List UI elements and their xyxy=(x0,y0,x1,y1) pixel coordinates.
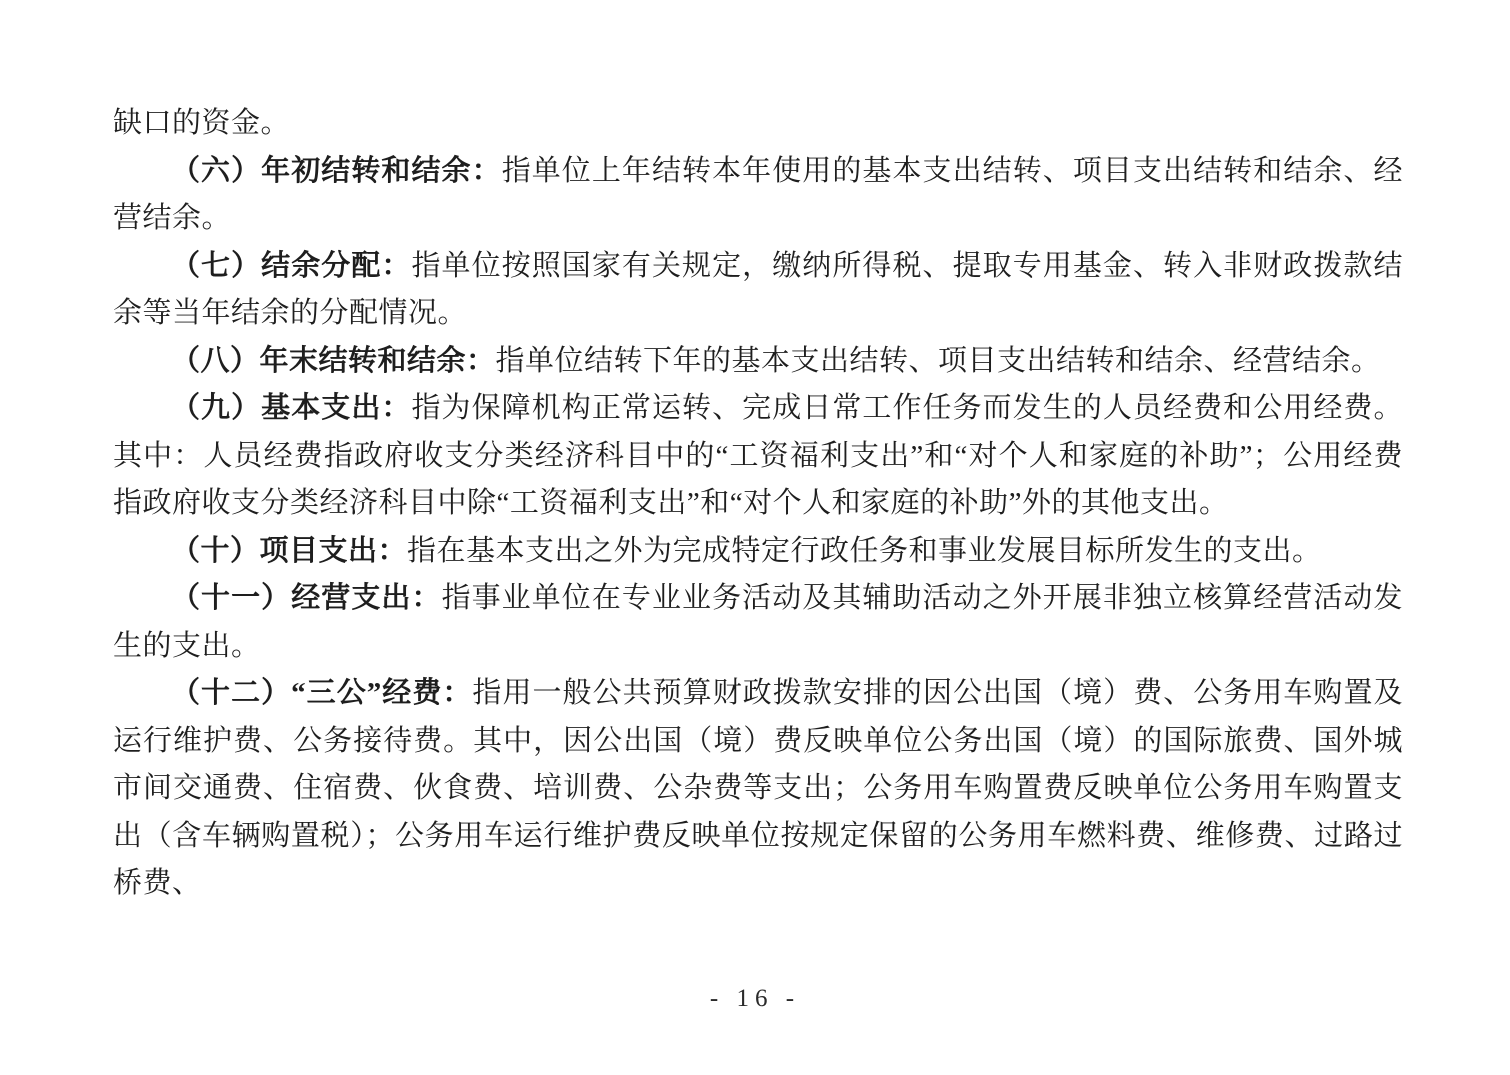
paragraph-item-9 xyxy=(113,385,1403,528)
paragraph-item-6 xyxy=(113,148,1403,243)
page-number: - 16 - xyxy=(709,985,801,1012)
document-text-block xyxy=(113,100,1403,908)
paragraph-item-11 xyxy=(113,575,1403,670)
body-text: 指为保障机构正常运转、完成日常工作任务而发生的人员经费和公用经费。其中：人员经费指政府收支分类经济科目中的“工资福利支出”和“对个人和家庭的补助”；公用经费指政府收支分类经济科目中除“工资福利支出”和“对个人和家庭的补助”外的其他支出。 xyxy=(113,392,1403,519)
paragraph-item-12 xyxy=(113,670,1403,908)
term-label: （七）结余分配： xyxy=(171,249,412,282)
body-text: 指单位结转下年的基本支出结转、项目支出结转和结余、经营结余。 xyxy=(495,344,1381,377)
body-text: 指用一般公共预算财政拨款安排的因公出国（境）费、公务用车购置及运行维护费、公务接待费。其中，因公出国（境）费反映单位公务出国（境）的国际旅费、国外城市间交通费、住宿费、伙食费、培训费、公杂费等支出；公务用车购置费反映单位公务用车购置支出（含车辆购置税）；公务用车运行维护费反映单位按规定保留的公务用车燃料费、维修费、过路过桥费、 xyxy=(113,677,1403,899)
body-text: 缺口的资金。 xyxy=(113,107,291,139)
paragraph-item-8 xyxy=(113,338,1403,386)
body-text: 指单位按照国家有关规定，缴纳所得税、提取专用基金、转入非财政拨款结余等当年结余的分配情况。 xyxy=(113,249,1403,329)
paragraph-item-10 xyxy=(113,528,1403,576)
term-label: （六）年初结转和结余： xyxy=(171,154,502,187)
body-text: 指在基本支出之外为完成特定行政任务和事业发展目标所发生的支出。 xyxy=(407,534,1322,567)
term-label: （十）项目支出： xyxy=(171,534,408,567)
paragraph-item-7 xyxy=(113,243,1403,338)
term-label: （十一）经营支出： xyxy=(171,582,442,614)
term-label: （十二）“三公”经费： xyxy=(171,677,473,709)
body-text: 指单位上年结转本年使用的基本支出结转、项目支出结转和结余、经营结余。 xyxy=(113,154,1403,234)
term-label: （八）年末结转和结余： xyxy=(171,344,496,377)
paragraph-continuation xyxy=(113,100,1403,148)
body-text: 指事业单位在专业业务活动及其辅助活动之外开展非独立核算经营活动发生的支出。 xyxy=(113,582,1403,662)
term-label: （九）基本支出： xyxy=(171,392,412,424)
